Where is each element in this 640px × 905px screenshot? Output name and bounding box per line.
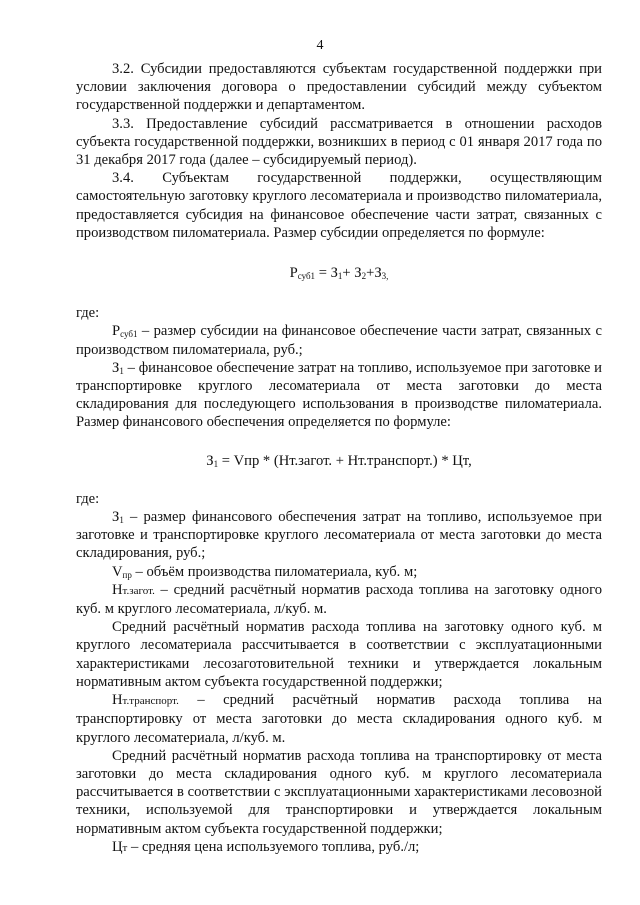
page-number: 4 bbox=[316, 38, 324, 53]
document-body bbox=[76, 60, 602, 857]
definition-ct: Цт – средняя цена используемого топлива, руб./л; bbox=[112, 838, 420, 855]
paragraph-avg-norm-transport: Средний расчётный норматив расхода топлива на транспортировку от места заготовки до места складирования одного куб. м круглого лесоматериала рассчитывается в соответствии с эксплуатационными характеристиками лесовозной техники, используемой для транспортировки и утверждается локальным нормативным актом субъекта государственной поддержки; bbox=[76, 747, 602, 837]
formula-subsidy: $Р_{суб1} = З_1+ З_2+З_{3,}$ bbox=[289, 265, 389, 282]
definition-z1: $З_1$ – финансовое обеспечение затрат на топливо, используемое при заготовке и транспортировке круглого лесоматериала от места заготовки до места складирования для последующего использования в производстве пиломатериала. Размер финансового обеспечения определяется по формуле: bbox=[76, 359, 602, 431]
where-label-2: где: bbox=[76, 490, 100, 507]
definition-z1-size: $З_1$ – размер финансового обеспечения затрат на топливо, используемое при заготовке и транспортировке круглого лесоматериала от места заготовки до места складирования, руб.; bbox=[76, 509, 602, 562]
paragraph-3-4: 3.4. Субъектам государственной поддержки, осуществляющим самостоятельную заготовку круглого лесоматериала и производство пиломатериала, предоставляется субсидия на финансовое обеспечение части затрат, связанных с производством пиломатериала. Размер субсидии определяется по формуле: bbox=[76, 170, 602, 241]
paragraph-3-3: 3.3. Предоставление субсидий рассматривается в отношении расходов субъекта государственной поддержки, возникших в период с 01 января 2017 года по 31 декабря 2017 года (далее – субсидируемый период). bbox=[76, 115, 602, 169]
paragraph-3-2: 3.2. Субсидии предоставляются субъектам государственной поддержки при условии заключения договора о предоставлении субсидий между субъектом государственной поддержки и департаментом. bbox=[76, 61, 602, 114]
formula-z1: $З_1$ = Vпр * (Нт.загот. + Нт.транспорт.) * Цт, bbox=[206, 452, 472, 469]
definition-n-transport: Нт.транспорт. – средний расчётный норматив расхода топлива на транспортировку от места заготовки до места складирования одного куб. м круглого лесоматериала, л/куб. м. bbox=[76, 692, 602, 746]
definition-n-zagot: Нт.загот. – средний расчётный норматив расхода топлива на заготовку одного куб. м круглого лесоматериала, л/куб. м. bbox=[76, 581, 602, 618]
paragraph-avg-norm-harvest: Средний расчётный норматив расхода топлива на заготовку одного куб. м круглого лесоматериала рассчитывается в соответствии с эксплуатационными характеристиками лесозаготовительной техники и утверждается локальным нормативным актом субъекта государственной поддержки; bbox=[76, 619, 602, 690]
definition-rsub: $Р_{суб1}$ – размер субсидии на финансовое обеспечение части затрат, связанных с производством пиломатериала, руб.; bbox=[76, 323, 602, 358]
where-label-1: где: bbox=[76, 305, 100, 322]
definition-vpr: $V_{пр}$ – объём производства пиломатериала, куб. м; bbox=[112, 563, 418, 580]
